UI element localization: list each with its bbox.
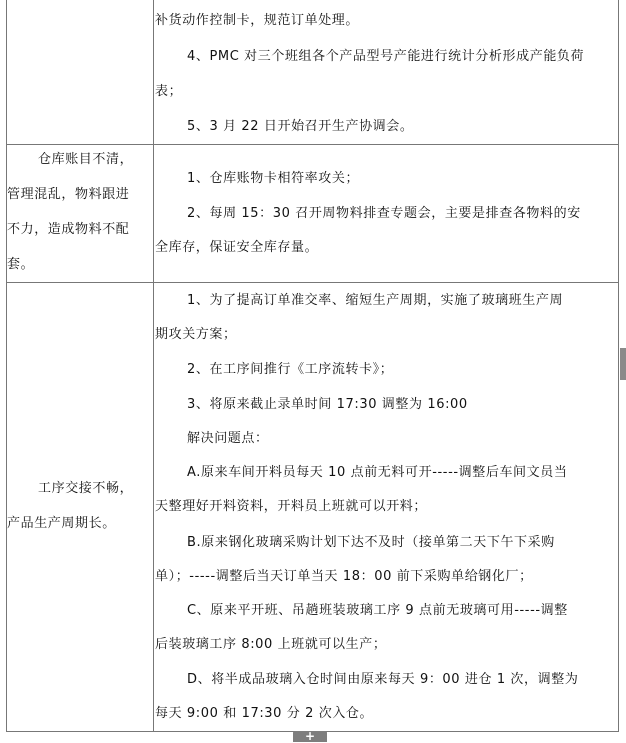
side-scroll-tab[interactable]	[620, 348, 626, 380]
issue-line: 不力，造成物料不配	[7, 222, 130, 237]
action-line: 5、3 月 22 日开始召开生产协调会。	[187, 119, 414, 134]
row-divider-2	[6, 282, 619, 283]
action-line: 3、将原来截止录单时间 17:30 调整为 16:00	[187, 397, 468, 412]
action-line: A.原来车间开料员每天 10 点前无料可开-----调整后车间文员当	[187, 465, 568, 480]
table-border-left	[6, 0, 7, 732]
issue-line: 套。	[7, 257, 35, 272]
action-line: 补货动作控制卡，规范订单处理。	[155, 13, 360, 28]
action-line: 全库存，保证安全库存量。	[155, 240, 319, 255]
action-line: 2、在工序间推行《工序流转卡》；	[187, 362, 394, 377]
action-line: 后装玻璃工序 8:00 上班就可以生产；	[155, 637, 387, 652]
action-line: 表；	[155, 84, 183, 99]
table-border-middle	[153, 0, 154, 732]
action-line: C、原来平开班、吊趟班装玻璃工序 9 点前无玻璃可用-----调整	[187, 603, 568, 618]
action-line: 每天 9:00 和 17:30 分 2 次入仓。	[155, 706, 374, 721]
action-line: B.原来钢化玻璃采购计划下达不及时（接单第二天下午下采购	[187, 535, 555, 550]
action-line: D、将半成品玻璃入仓时间由原来每天 9：00 进仓 1 次，调整为	[187, 672, 579, 687]
action-line: 1、为了提高订单准交率、缩短生产周期，实施了玻璃班生产周	[187, 293, 564, 308]
expand-handle-button[interactable]: +	[293, 731, 327, 742]
action-line: 单）；-----调整后当天订单当天 18：00 前下采购单给钢化厂；	[155, 569, 533, 584]
action-line: 1、仓库账物卡相符率攻关；	[187, 171, 360, 186]
action-line: 4、PMC 对三个班组各个产品型号产能进行统计分析形成产能负荷	[187, 49, 585, 64]
action-line: 天整理好开料资料，开料员上班就可以开料；	[155, 499, 428, 514]
action-line: 期攻关方案；	[155, 327, 237, 342]
issue-line: 管理混乱，物料跟进	[7, 187, 130, 202]
action-line: 2、每周 15：30 召开周物料排查专题会，主要是排查各物料的安	[187, 206, 581, 221]
issue-line: 产品生产周期长。	[7, 516, 116, 531]
row-divider-1	[6, 144, 619, 145]
table-border-right	[618, 0, 619, 732]
issue-line: 仓库账目不清，	[38, 152, 134, 167]
action-line: 解决问题点：	[187, 431, 269, 446]
issue-line: 工序交接不畅，	[38, 481, 134, 496]
